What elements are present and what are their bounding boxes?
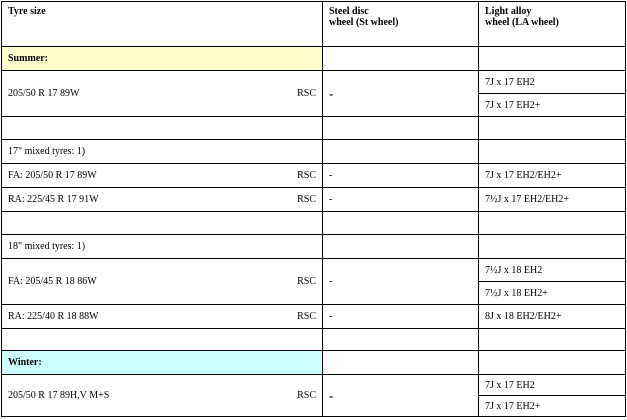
empty-cell	[479, 117, 626, 140]
tyre-cell	[2, 305, 323, 329]
tyre-cell	[2, 375, 323, 417]
empty-cell	[479, 140, 626, 164]
header-steel-wheel: Steel disc wheel (St wheel)	[323, 2, 479, 47]
rsc-tag: RSC	[297, 390, 316, 401]
tyre-size-table	[1, 1, 626, 417]
tyre-size-text: 205/50 R 17 89H,V M+S	[8, 390, 110, 401]
alloy-wheel-value: 7½J x 18 EH2	[479, 259, 626, 282]
tyre-cell	[2, 71, 323, 117]
spacer-row	[2, 117, 626, 140]
alloy-wheel-value: 7J x 17 EH2	[479, 375, 626, 396]
empty-cell	[2, 117, 323, 140]
section-row-mixed18	[2, 235, 626, 259]
empty-cell	[323, 329, 479, 351]
table-row	[2, 71, 626, 94]
tyre-table-container	[1, 1, 626, 419]
spacer-row	[2, 329, 626, 351]
steel-wheel-value: -	[323, 305, 479, 329]
section-summer: Summer:	[2, 47, 323, 71]
header-row	[2, 2, 626, 47]
table-row	[2, 188, 626, 212]
empty-cell	[323, 117, 479, 140]
empty-cell	[323, 235, 479, 259]
table-row	[2, 305, 626, 329]
header-alloy-wheel: Light alloy wheel (LA wheel)	[479, 2, 626, 47]
spacer-row	[2, 212, 626, 235]
alloy-wheel-value: 7J x 17 EH2/EH2+	[479, 164, 626, 188]
steel-wheel-value: -	[323, 188, 479, 212]
rsc-tag: RSC	[297, 170, 316, 181]
empty-cell	[479, 212, 626, 235]
rsc-tag: RSC	[297, 88, 316, 99]
rsc-tag: RSC	[297, 194, 316, 205]
section-row-mixed17	[2, 140, 626, 164]
tyre-size-text: FA: 205/50 R 17 89W	[8, 170, 97, 181]
rsc-tag: RSC	[297, 276, 316, 287]
tyre-size-text: FA: 205/45 R 18 86W	[8, 276, 97, 287]
empty-cell	[323, 351, 479, 375]
empty-cell	[479, 351, 626, 375]
section-row-summer	[2, 47, 626, 71]
alloy-wheel-value: 7J x 17 EH2+	[479, 396, 626, 417]
empty-cell	[479, 235, 626, 259]
section-row-winter	[2, 351, 626, 375]
tyre-cell	[2, 259, 323, 305]
tyre-cell	[2, 188, 323, 212]
empty-cell	[323, 47, 479, 71]
empty-cell	[479, 329, 626, 351]
empty-cell	[479, 47, 626, 71]
tyre-size-text: RA: 225/45 R 17 91W	[8, 194, 99, 205]
empty-cell	[323, 212, 479, 235]
tyre-size-text: RA: 225/40 R 18 88W	[8, 311, 99, 322]
steel-wheel-value: -	[323, 71, 479, 117]
section-winter: Winter:	[2, 351, 323, 375]
table-row	[2, 164, 626, 188]
section-mixed-18: 18" mixed tyres: 1)	[2, 235, 323, 259]
table-row	[2, 375, 626, 396]
alloy-wheel-value: 7J x 17 EH2+	[479, 94, 626, 117]
alloy-wheel-value: 7½J x 17 EH2/EH2+	[479, 188, 626, 212]
rsc-tag: RSC	[297, 311, 316, 322]
alloy-wheel-value: 7J x 17 EH2	[479, 71, 626, 94]
steel-wheel-value: -	[323, 259, 479, 305]
empty-cell	[2, 329, 323, 351]
empty-cell	[2, 212, 323, 235]
empty-cell	[323, 140, 479, 164]
header-tyre-size: Tyre size	[2, 2, 323, 47]
table-row	[2, 259, 626, 282]
steel-wheel-value: -	[323, 375, 479, 417]
alloy-wheel-value: 7½J x 18 EH2+	[479, 282, 626, 305]
tyre-cell	[2, 164, 323, 188]
steel-wheel-value: -	[323, 164, 479, 188]
alloy-wheel-value: 8J x 18 EH2/EH2+	[479, 305, 626, 329]
section-mixed-17: 17" mixed tyres: 1)	[2, 140, 323, 164]
tyre-size-text: 205/50 R 17 89W	[8, 88, 80, 99]
